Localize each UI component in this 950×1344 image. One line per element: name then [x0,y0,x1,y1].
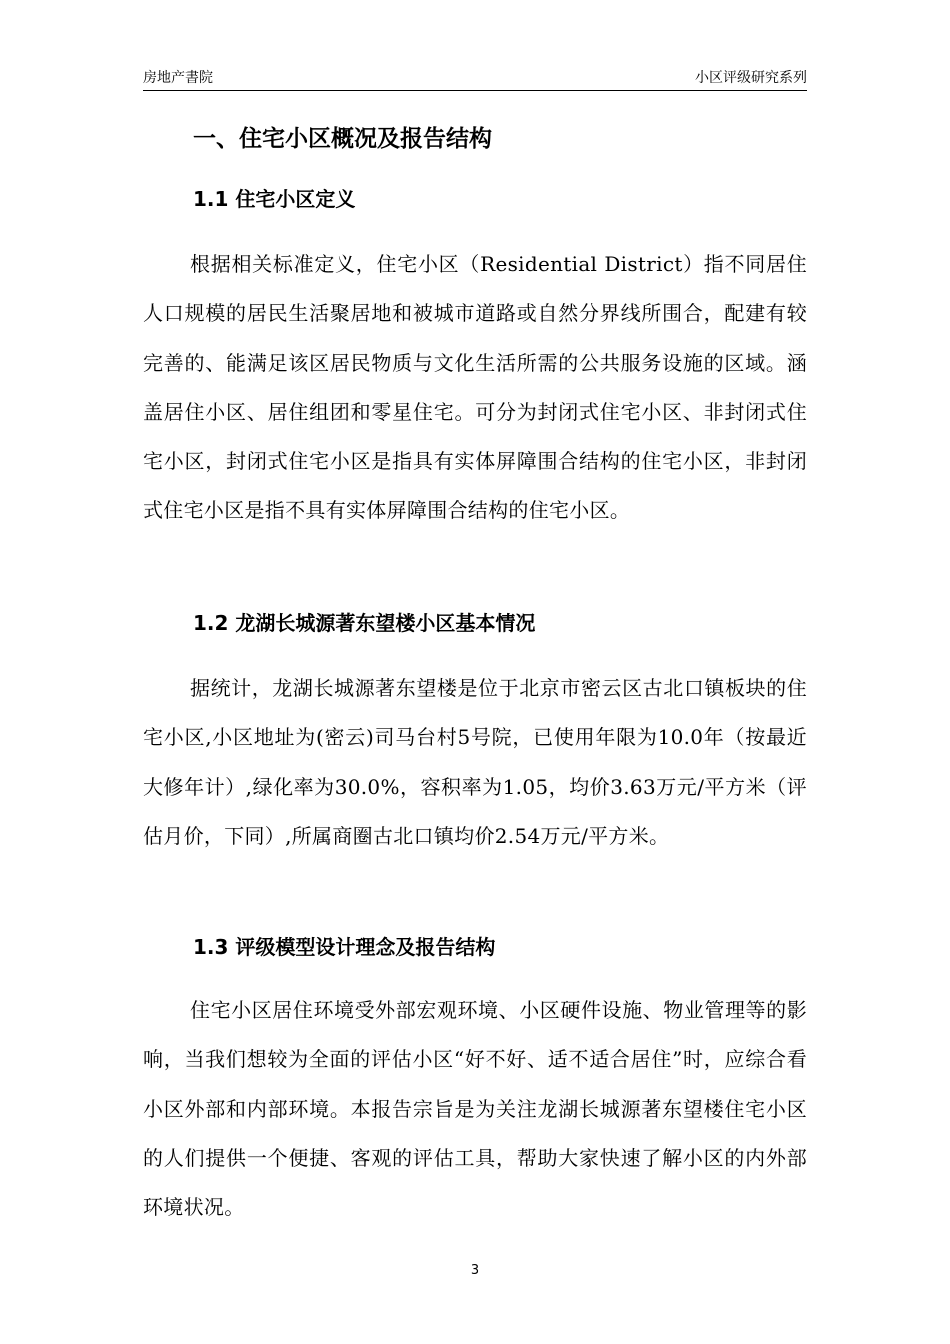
chapter-title: 一、住宅小区概况及报告结构 [193,126,492,152]
section-heading-1-3: 1.3 评级模型设计理念及报告结构 [193,935,496,959]
section-body-1-1: 根据相关标准定义，住宅小区（Residential District）指不同居住人口规模的居民生活聚居地和被城市道路或自然分界线所围合，配建有较完善的、能满足该区居民物质与文化生活所需的公共服务设施的区域。涵盖居住小区、居住组团和零星住宅。可分为封闭式住宅小区、非封闭式住宅小区，封闭式住宅小区是指具有实体屏障围合结构的住宅小区，非封闭式住宅小区是指不具有实体屏障围合结构的住宅小区。 [143,252,807,523]
section-heading-1-2: 1.2 龙湖长城源著东望楼小区基本情况 [193,611,536,635]
section-body-1-3: 住宅小区居住环境受外部宏观环境、小区硬件设施、物业管理等的影响，当我们想较为全面的评估小区“好不好、适不适合居住”时，应综合看小区外部和内部环境。本报告宗旨是为关注龙湖长城源著东望楼住宅小区的人们提供一个便捷、客观的评估工具，帮助大家快速了解小区的内外部环境状况。 [143,998,807,1220]
section-body-1-2: 据统计，龙湖长城源著东望楼是位于北京市密云区古北口镇板块的住宅小区,小区地址为(密云)司马台村5号院，已使用年限为10.0年（按最近大修年计）,绿化率为30.0%，容积率为1.05，均价3.63万元/平方米（评估月价，下同）,所属商圈古北口镇均价2.54万元/平方米。 [143,676,807,848]
page-number: 3 [470,1263,480,1278]
header-series-title: 小区评级研究系列 [695,70,807,86]
header-publisher: 房地产書院 [143,70,213,86]
page-header [143,68,807,91]
section-heading-1-1: 1.1 住宅小区定义 [193,187,356,211]
